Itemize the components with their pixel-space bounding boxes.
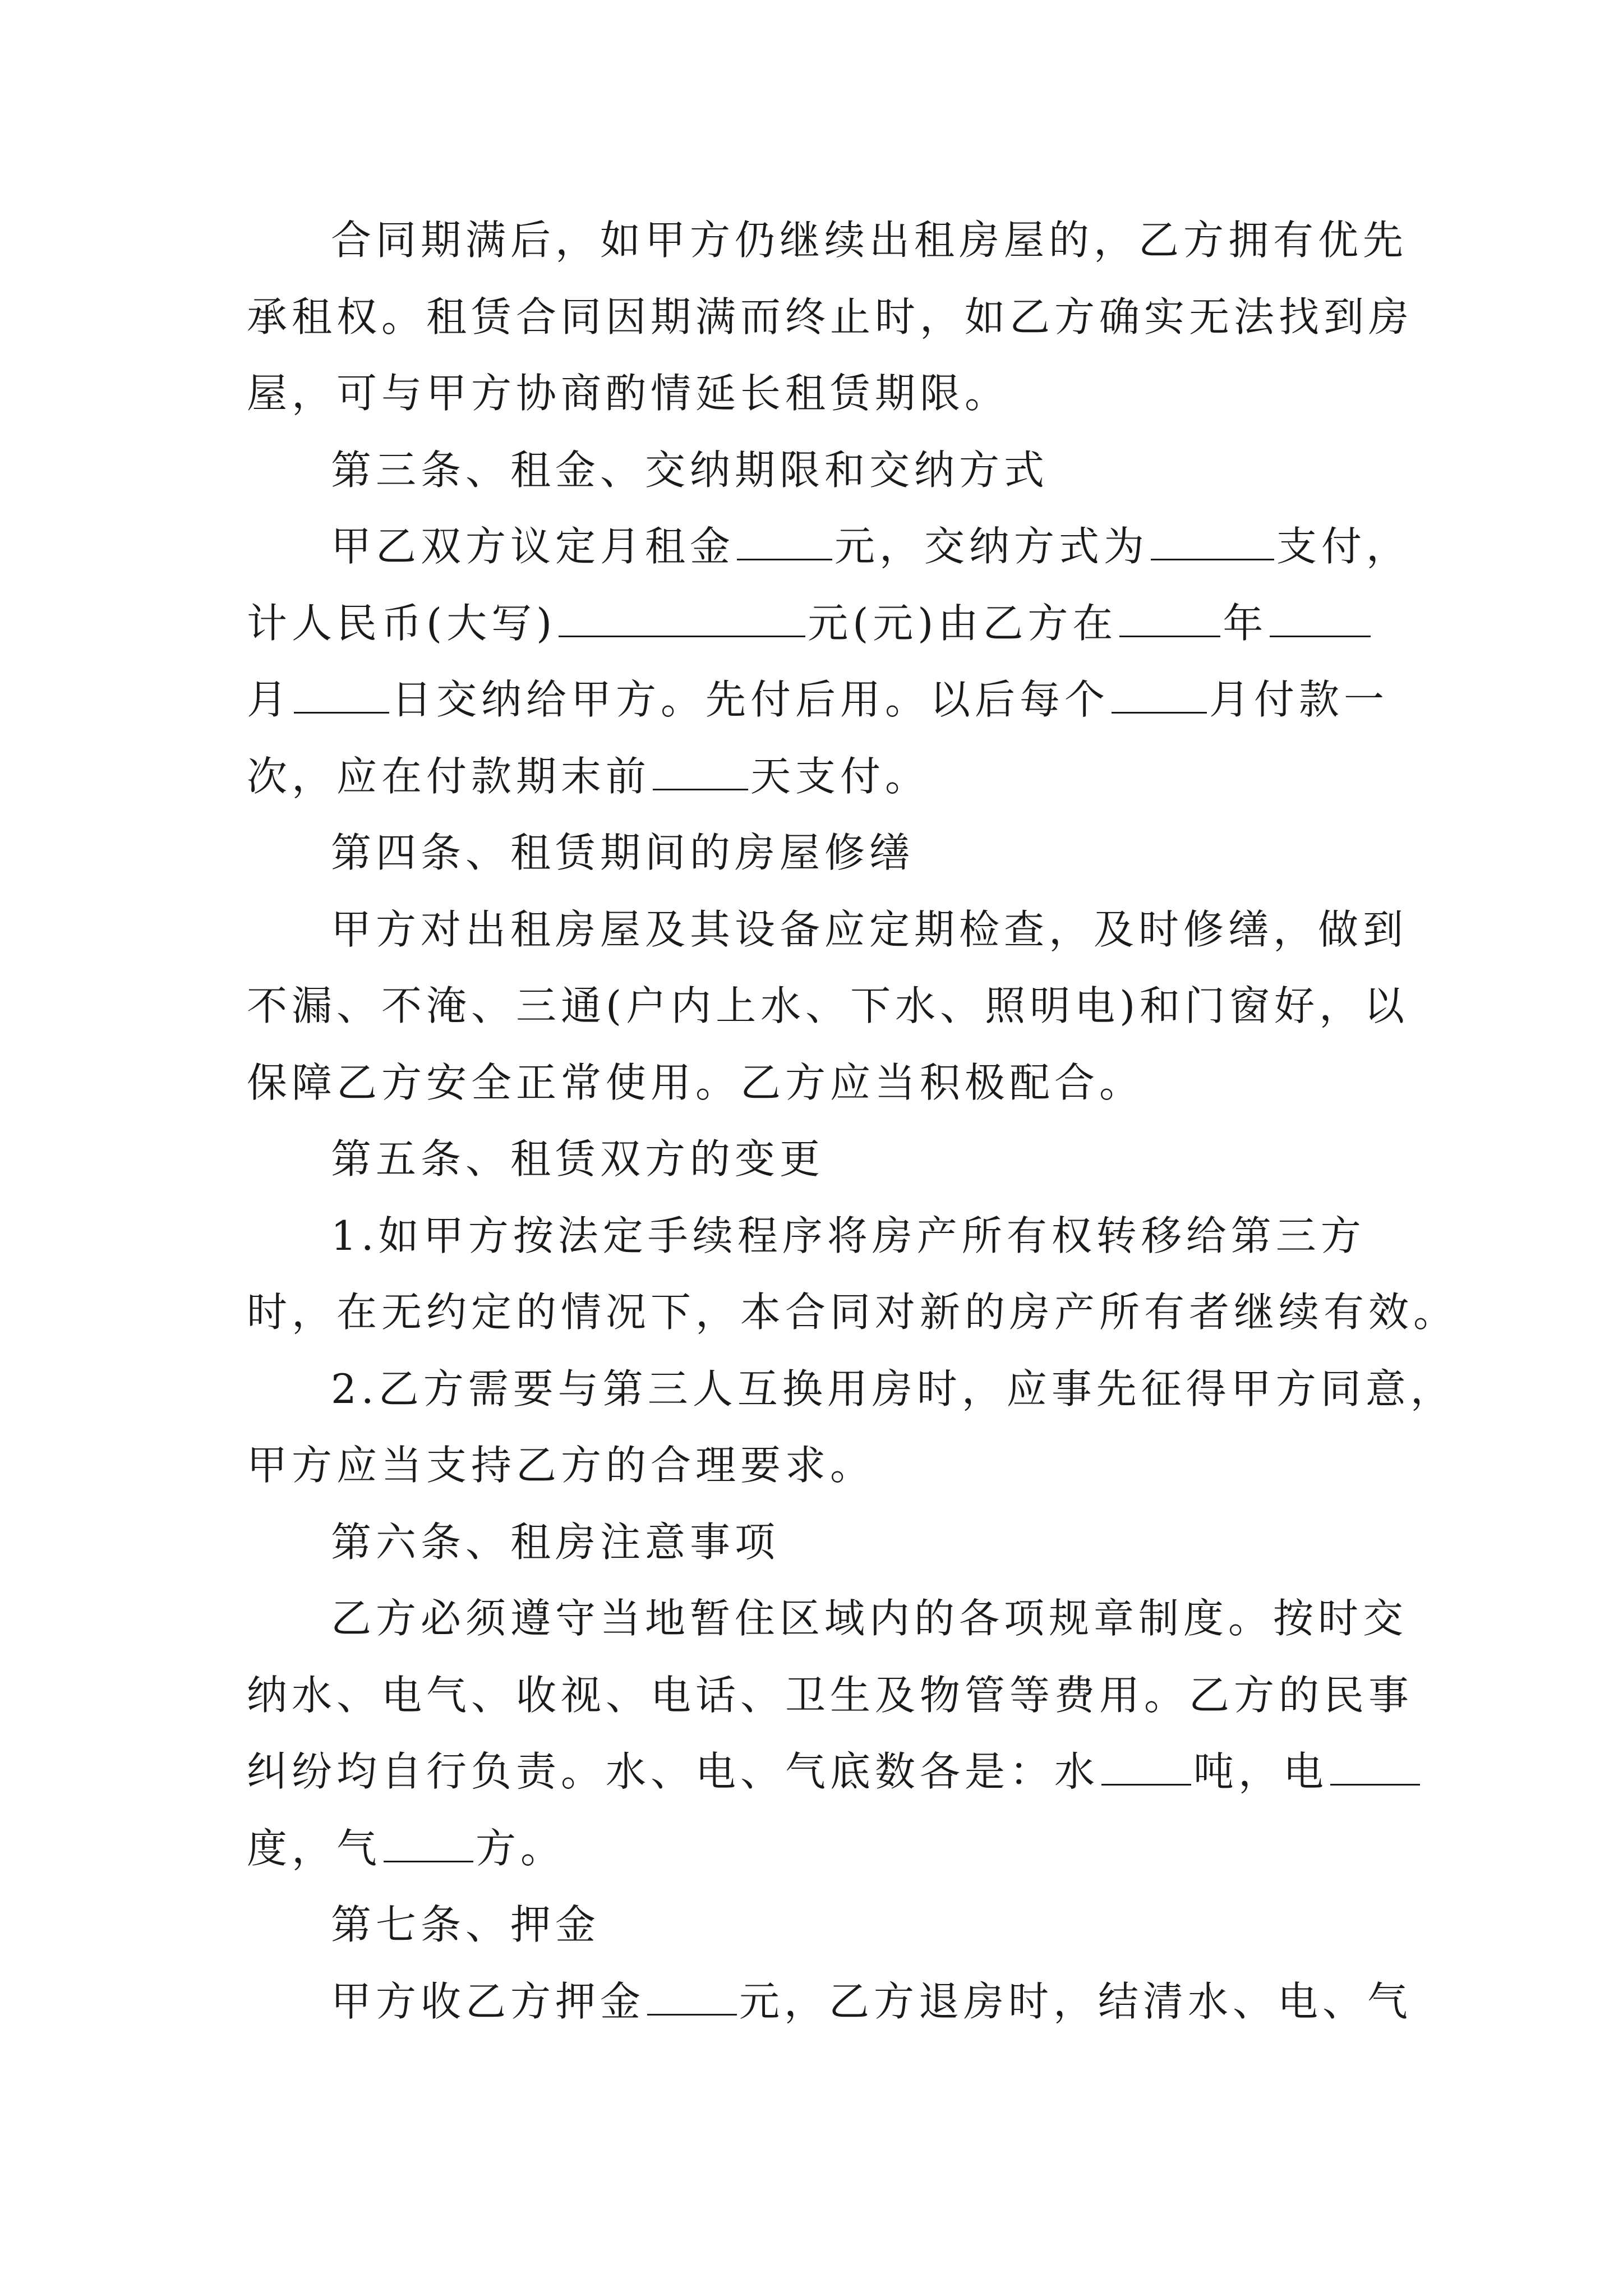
- text: 次，应在付款期末前: [247, 752, 651, 800]
- paragraph-line: [247, 891, 1408, 968]
- paragraph-line: [247, 661, 1396, 738]
- text: 日交纳给甲方。先付后用。以后每个: [391, 676, 1110, 723]
- paragraph-line: [247, 508, 1412, 585]
- text: 不漏、不淹、三通(户内上水、下水、照明电)和门窗好，以: [247, 982, 1409, 1029]
- paragraph-line: [247, 585, 1396, 662]
- text: 支付，: [1276, 523, 1412, 570]
- blank-amount-in-words: [559, 600, 805, 637]
- heading-text: 第七条、押金: [331, 1901, 601, 1948]
- text: 天支付。: [750, 752, 930, 800]
- paragraph-line: [247, 1045, 1396, 1121]
- section-heading-article-4: [247, 815, 1396, 891]
- heading-text: 第六条、租房注意事项: [331, 1518, 780, 1566]
- text: 月: [247, 676, 292, 723]
- text: 年: [1223, 599, 1268, 647]
- blank-day: [294, 676, 389, 714]
- text: 甲方对出租房屋及其设备应定期检查，及时修缮，做到: [331, 905, 1408, 953]
- heading-text: 第三条、租金、交纳期限和交纳方式: [331, 446, 1049, 494]
- paragraph-line: [247, 355, 1396, 432]
- blank-water-reading: [1101, 1748, 1191, 1786]
- contract-body: [247, 202, 1459, 2040]
- text: 2.乙方需要与第三人互换用房时，应事先征得甲方同意，: [331, 1365, 1455, 1412]
- blank-payment-interval: [1112, 676, 1207, 714]
- text: 甲方应当支持乙方的合理要求。: [247, 1442, 875, 1489]
- text: 度，气: [247, 1824, 382, 1872]
- text: 甲方收乙方押金: [331, 1977, 645, 2025]
- blank-gas-reading: [384, 1825, 473, 1862]
- blank-deposit: [647, 1978, 737, 2016]
- section-heading-article-5: [247, 1121, 1396, 1198]
- text: 计人民币(大写): [247, 599, 557, 647]
- section-heading-article-7: [247, 1887, 1396, 1963]
- paragraph-line: [247, 968, 1409, 1045]
- text: 纳水、电气、收视、电话、卫生及物管等费用。乙方的民事: [247, 1671, 1414, 1719]
- text: 乙方必须遵守当地暂住区域内的各项规章制度。按时交: [331, 1595, 1408, 1642]
- text: 承租权。租赁合同因期满而终止时，如乙方确实无法找到房: [247, 293, 1414, 341]
- paragraph-line: [247, 1351, 1455, 1428]
- paragraph-line: [247, 1198, 1396, 1274]
- paragraph-line: [247, 202, 1408, 279]
- text: 月付款一: [1209, 676, 1389, 723]
- text: 元，交纳方式为: [834, 523, 1149, 570]
- text: 元(元)由乙方在: [808, 599, 1118, 647]
- text: 吨，电: [1193, 1748, 1329, 1795]
- blank-monthly-rent: [737, 523, 832, 560]
- blank-month: [1270, 600, 1371, 637]
- text: 屋，可与甲方协商酌情延长租赁期限。: [247, 370, 1010, 417]
- text: 时，在无约定的情况下，本合同对新的房产所有者继续有效。: [247, 1289, 1459, 1336]
- paragraph-line: [247, 1657, 1414, 1734]
- blank-year: [1119, 600, 1220, 637]
- blank-days-before: [653, 753, 748, 790]
- section-heading-article-6: [247, 1504, 1396, 1581]
- text: 合同期满后，如甲方仍继续出租房屋的，乙方拥有优先: [331, 217, 1408, 264]
- text: 1.如甲方按法定手续程序将房产所有权转移给第三方: [331, 1212, 1366, 1259]
- paragraph-line: [247, 1810, 1396, 1887]
- paragraph-line: [247, 1580, 1408, 1657]
- heading-text: 第五条、租赁双方的变更: [331, 1135, 825, 1182]
- paragraph-line: [247, 1427, 1396, 1504]
- paragraph-line: [247, 1733, 1396, 1810]
- paragraph-line: [247, 279, 1414, 356]
- paragraph-line: [247, 1274, 1459, 1351]
- text: 元，乙方退房时，结清水、电、气: [739, 1977, 1413, 2025]
- blank-electricity-reading: [1330, 1748, 1420, 1786]
- heading-text: 第四条、租赁期间的房屋修缮: [331, 829, 915, 876]
- blank-payment-method: [1151, 523, 1274, 560]
- paragraph-line: [247, 1963, 1413, 2040]
- paragraph-line: [247, 738, 1396, 815]
- section-heading-article-3: [247, 432, 1396, 509]
- text: 保障乙方安全正常使用。乙方应当积极配合。: [247, 1059, 1145, 1106]
- text: 甲乙双方议定月租金: [331, 523, 735, 570]
- text: 纠纷均自行负责。水、电、气底数各是：水: [247, 1748, 1100, 1795]
- text: 方。: [476, 1824, 566, 1872]
